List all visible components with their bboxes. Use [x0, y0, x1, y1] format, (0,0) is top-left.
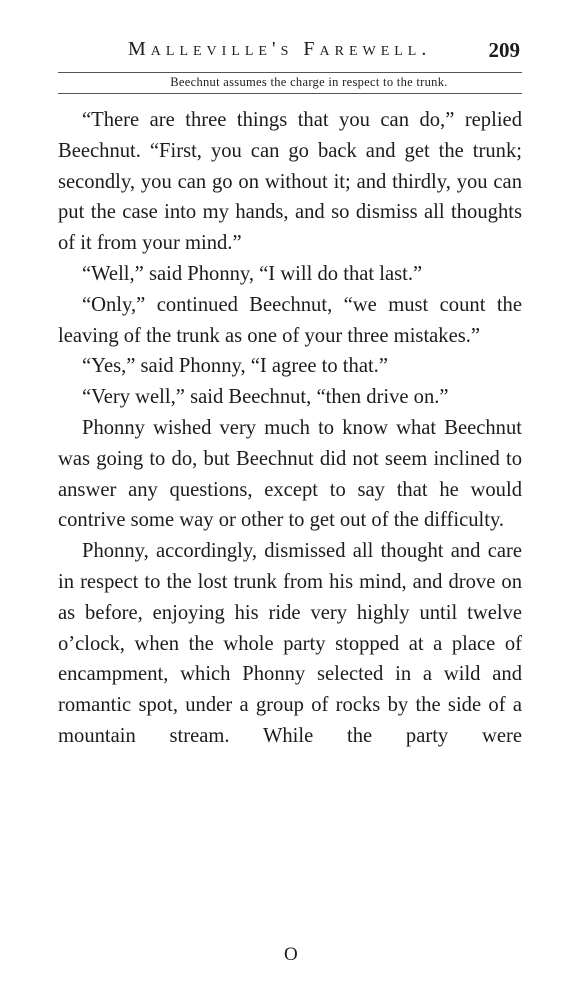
paragraph: “Well,” said Phonny, “I will do that last.”: [82, 262, 423, 285]
book-page: [58, 38, 522, 752]
paragraph: “Very well,” said Beechnut, “then drive on.”: [82, 386, 449, 409]
paragraph: Phonny, accordingly, dismissed all thought and care in respect to the lost trunk from his mind, and drove on as before, enjoying his ride very highly until twelve o’clock, when the whole party stopped at a place of encampment, which Phonny selected in a wild and romantic spot, under a group of rocks by the side of a mountain stream. While the party were: [58, 540, 522, 747]
paragraph: “Yes,” said Phonny, “I agree to that.”: [82, 355, 388, 378]
header-rule-bottom: [58, 93, 522, 94]
paragraph: “Only,” continued Beechnut, “we must count the leaving of the trunk as one of your three mistakes.”: [58, 293, 522, 347]
signature-mark: O: [284, 944, 298, 965]
running-title: Malleville's Farewell.: [128, 38, 432, 60]
running-head: [58, 38, 522, 68]
body-text: [58, 105, 522, 752]
paragraph: Phonny wished very much to know what Beechnut was going to do, but Beechnut did not seem inclined to answer any questions, except to say that he would contrive some way or other to get out of the difficulty.: [58, 416, 522, 532]
paragraph: “There are three things that you can do,” replied Beechnut. “First, you can go back and get the trunk; secondly, you can go on without it; and thirdly, you can put the case into my hands, and so dismiss all thoughts of it from your mind.”: [58, 109, 522, 255]
page-subheading: Beechnut assumes the charge in respect to the trunk.: [170, 75, 448, 89]
page-number: 209: [488, 38, 520, 62]
